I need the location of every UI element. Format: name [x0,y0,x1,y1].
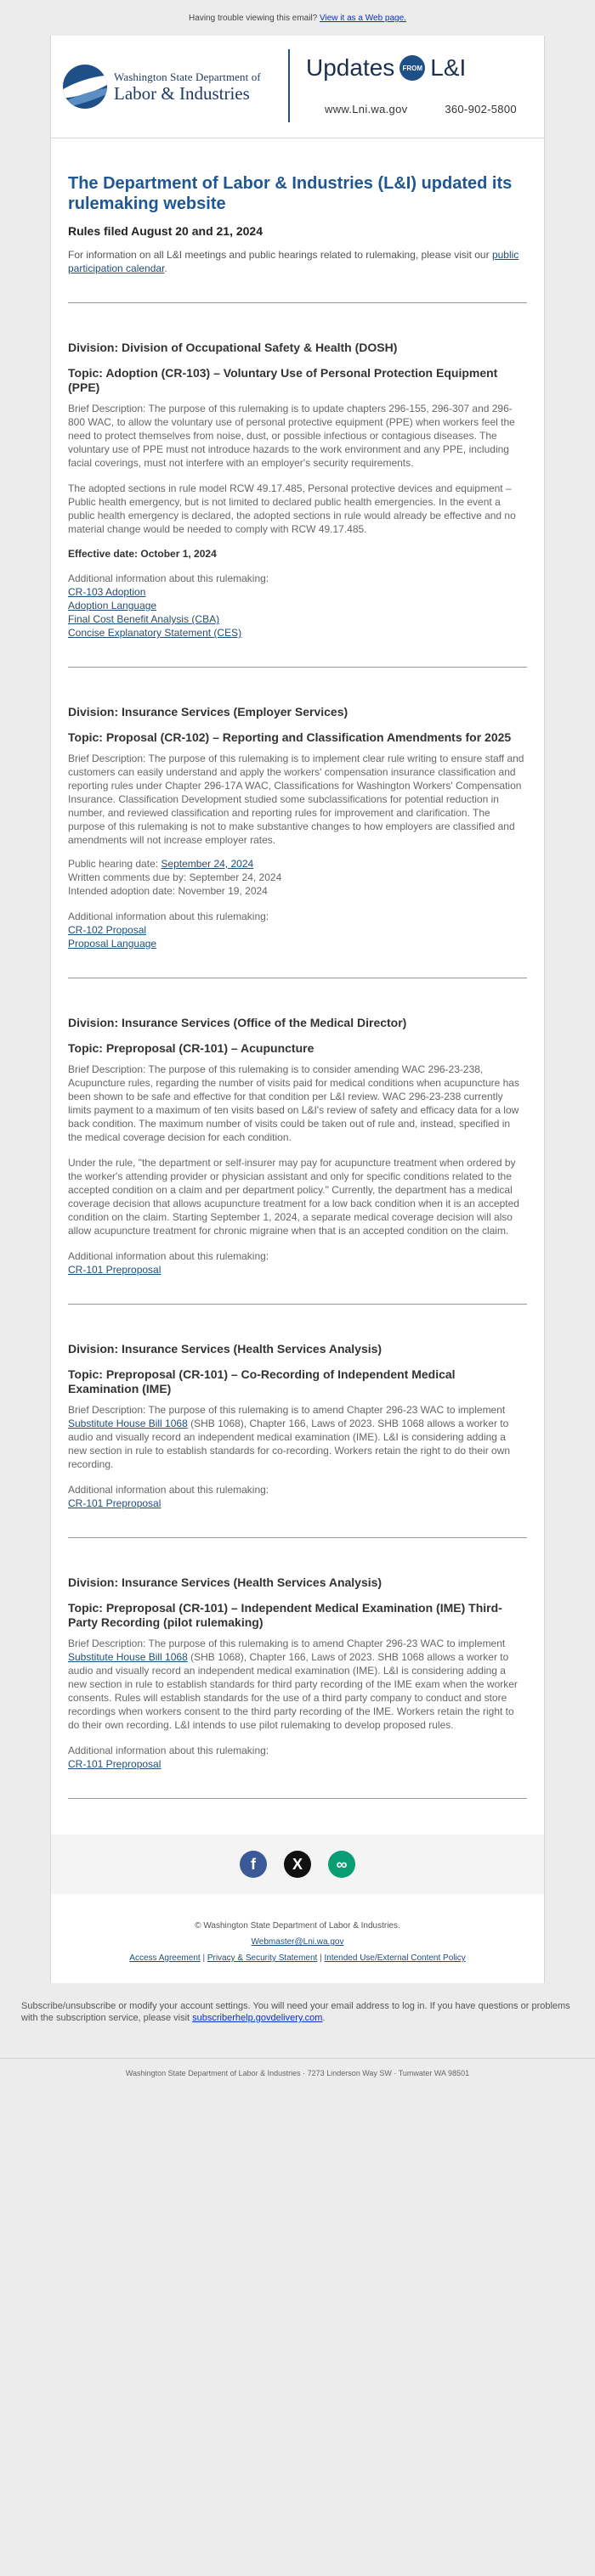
description-continued: The adopted sections in rule model RCW 49.17.485, Personal protective devices and equipment – Public health emergency, but is not limited to declared public health emergencies. In the event a public health emergency is declared, the adopted sections in rule would already be effective and no material change would be needed to comply with RCW 49.17.485. [68,482,516,535]
rulemaking-section-ime-corecording [68,1305,527,1510]
additional-info-label: Additional information about this rulemaking: [68,572,269,584]
page-title: The Department of Labor & Industries (L&I) updated its rulemaking website [68,174,513,213]
cr-102-proposal-link[interactable]: CR-102 Proposal [68,924,147,936]
effective-date: Effective date: October 1, 2024 [68,548,217,560]
policy-links: Access Agreement | Privacy & Security Statement | Intended Use/External Content Policy [129,1953,466,1963]
division-heading: Division: Insurance Services (Employer Services) [68,705,348,719]
subscription-notice: Subscribe/unsubscribe or modify your account settings. You will need your email address to log in. If you have questions or problems with the subscription service, please visit subscriberhelp.govdelivery.com. [21,2001,570,2023]
x-twitter-icon[interactable]: X [284,1851,311,1878]
card-footer [51,1894,544,1983]
facebook-icon[interactable]: f [240,1851,267,1878]
rulemaking-section-dosh-ppe [68,303,527,640]
access-agreement-link[interactable]: Access Agreement [129,1953,201,1963]
rulemaking-links [68,585,527,640]
copyright-text: © Washington State Department of Labor & Industries. [195,1921,400,1931]
web-view-text: Having trouble viewing this email? [189,14,318,23]
rulemaking-section-ime-third-party [68,1538,527,1771]
from-badge: FROM [400,55,425,81]
proposal-language-link[interactable]: Proposal Language [68,938,157,950]
section-divider [68,1798,527,1799]
rulemaking-links [68,923,527,950]
privacy-security-link[interactable]: Privacy & Security Statement [207,1953,318,1963]
webmaster-email-link[interactable]: Webmaster@Lni.wa.gov [251,1937,344,1947]
mailing-address: Washington State Department of Labor & Industries · 7273 Linderson Way SW · Tumwater WA 98501 [0,2058,595,2091]
ces-link[interactable]: Concise Explanatory Statement (CES) [68,627,242,639]
updates-from-lni [306,54,466,82]
rules-filed-subtitle: Rules filed August 20 and 21, 2024 [68,224,264,238]
email-card [50,36,545,1983]
written-comments-due: Written comments due by: September 24, 2024 [68,871,282,883]
description-continued: Under the rule, "the department or self-insurer may pay for acupuncture treatment when ordered by the worker's attending provider or physician assistant and only for specific conditions related to the accepted condition on a claim and per department policy." Currently, the department has a medical coverage decision that allows acupuncture treatment for a low back condition when it is an accepted condition on the claim. Starting September 1, 2024, a separate medical coverage decision will also allow acupuncture treatment for chronic migraine when that is an accepted condition on the claim. [68,1157,519,1237]
rulemaking-section-reporting-classification [68,668,527,950]
public-participation-calendar-link[interactable]: public participation calendar [68,249,519,274]
topic-heading: Topic: Preproposal (CR-101) – Co-Recording of Independent Medical Examination (IME) [68,1367,456,1395]
email-header [51,36,544,138]
rulemaking-links [68,1757,527,1771]
social-links [51,1835,544,1894]
additional-info-label: Additional information about this rulemaking: [68,1250,269,1262]
topic-heading: Topic: Preproposal (CR-101) – Independent Medical Examination (IME) Third-Party Recording (pilot rulemaking) [68,1601,502,1629]
cr-103-adoption-link[interactable]: CR-103 Adoption [68,586,146,598]
division-heading: Division: Insurance Services (Health Services Analysis) [68,1342,382,1356]
additional-info-label: Additional information about this rulemaking: [68,910,269,922]
header-divider [288,49,290,122]
updates-word: Updates [306,54,395,81]
logo-org-line2: Labor & Industries [114,83,250,104]
topic-heading: Topic: Preproposal (CR-101) – Acupuncture [68,1041,314,1055]
shb-1068-link[interactable]: Substitute House Bill 1068 [68,1651,188,1663]
rulemaking-section-acupuncture [68,978,527,1277]
division-heading: Division: Insurance Services (Health Services Analysis) [68,1575,382,1589]
cr-101-preproposal-link[interactable]: CR-101 Preproposal [68,1264,162,1276]
header-contact [325,103,517,116]
topic-heading: Topic: Adoption (CR-103) – Voluntary Use of Personal Protection Equipment (PPE) [68,366,498,394]
phone-text: 360-902-5800 [445,103,517,116]
cr-101-preproposal-link[interactable]: CR-101 Preproposal [68,1758,162,1770]
brief-description: Brief Description: The purpose of this rulemaking is to consider amending WAC 296-23-238, Acupuncture rules, regarding the number of visits paid for medical conditions when acupuncture has been shown to be safe and effective for that condition per L&I review. WAC 296-23-238 currently limits payment to a maximum of ten visits based on L&I's review of safety and efficacy data for a low back condition. The maximum number of visits could be taken out of rule and, instead, specified in the medical coverage decision for each condition. [68,1063,519,1143]
lni-logo[interactable] [63,65,261,109]
subscriber-help-link[interactable]: subscriberhelp.govdelivery.com [192,2013,323,2023]
topic-heading: Topic: Proposal (CR-102) – Reporting and Classification Amendments for 2025 [68,730,512,744]
brief-description: Brief Description: The purpose of this rulemaking is to update chapters 296-155, 296-307 and 296-800 WAC, to allow the voluntary use of personal protective equipment (PPE) when workers feel the need to protect themselves from noise, dust, or possible infectious or contagious diseases. The voluntary use of PPE must not introduce hazards to the work environment and any PPE, including facial coverings, must not interfere with an employer's security requirements. [68,403,515,469]
rulemaking-links [68,1263,527,1277]
brief-description: Brief Description: The purpose of this rulemaking is to amend Chapter 296-23 WAC to implement Substitute House Bill 1068 (SHB 1068), Chapter 166, Laws of 2023. SHB 1068 allows a worker to audio and visually record an independent medical examination (IME). L&I is considering adding a new section in rule to establish standards for co-recording. Workers retain the right to do their own recording. [68,1404,511,1470]
public-hearing-date: Public hearing date: September 24, 2024 [68,858,254,870]
rulemaking-links [68,1497,527,1510]
brief-description: Brief Description: The purpose of this rulemaking is to implement clear rule writing to ensure staff and customers can easily understand and apply the workers' compensation insurance classification and reporting rules under Chapter 296-17A WAC, Classifications for Washington Workers' Compensation Insurance. Classification Development studied some subclassifications for potential reduction in number, and reviewed classification and reporting rules for improvement and clarification. The purpose of this rulemaking is not to make substantive changes to how employers are classified and amendments will not increase employer rates. [68,753,524,846]
division-heading: Division: Division of Occupational Safety & Health (DOSH) [68,341,398,354]
lni-logo-icon [63,65,107,109]
brief-description: Brief Description: The purpose of this rulemaking is to amend Chapter 296-23 WAC to implement Substitute House Bill 1068 (SHB 1068), Chapter 166, Laws of 2023. SHB 1068 allows a worker to audio and visually record an independent medical examination (IME). L&I is considering adding a new section in rule to establish standards for third party recording of the IME exam when the worker consents. Rules will establish standards for the use of a third party company to conduct and store recordings when workers consent to the third party recording of the IME. Workers retain the right to do their own recording. L&I intends to use pilot rulemaking to develop proposed rules. [68,1637,518,1731]
intended-adoption-date: Intended adoption date: November 19, 2024 [68,885,268,897]
hearing-details [68,857,527,898]
logo-org-line1: Washington State Department of [114,70,261,83]
adoption-language-link[interactable]: Adoption Language [68,600,157,612]
website-text: www.Lni.wa.gov [325,103,408,116]
cr-101-preproposal-link[interactable]: CR-101 Preproposal [68,1497,162,1509]
web-view-notice [0,0,595,36]
web-view-link[interactable]: View it as a Web page. [320,14,406,23]
link-icon[interactable]: ∞ [328,1851,355,1878]
additional-info-label: Additional information about this rulemaking: [68,1484,269,1496]
additional-info-label: Additional information about this rulemaking: [68,1745,269,1756]
intro-paragraph: For information on all L&I meetings and public hearings related to rulemaking, please visit our public participation calendar. [68,249,519,274]
intended-use-policy-link[interactable]: Intended Use/External Content Policy [324,1953,466,1963]
brand-lni: L&I [430,54,467,81]
hearing-date-link[interactable]: September 24, 2024 [161,858,254,870]
division-heading: Division: Insurance Services (Office of the Medical Director) [68,1016,407,1029]
shb-1068-link[interactable]: Substitute House Bill 1068 [68,1418,188,1429]
final-cba-link[interactable]: Final Cost Benefit Analysis (CBA) [68,613,220,625]
